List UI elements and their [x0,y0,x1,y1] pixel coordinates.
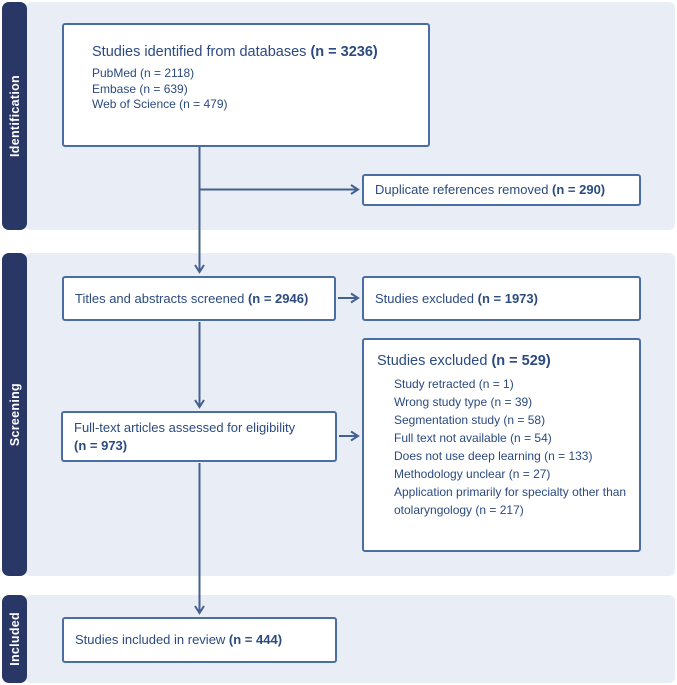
exclusion-reason-item: Wrong study type (n = 39) [394,395,533,409]
fulltext-assessed-label [63,419,303,455]
excluded-screening-label [364,290,546,308]
studies-identified-title-text: Studies identified from databases [92,44,311,60]
fulltext-assessed-box [61,411,337,462]
exclusion-reason-item: Segmentation study (n = 58) [394,413,546,427]
studies-identified-box [62,23,430,147]
exclusion-reason-item: Application primarily for specialty other than otolaryngology (n = 217) [394,485,627,517]
titles-screened-box [62,276,336,321]
excluded-screening-text: Studies excluded [375,290,478,306]
database-source-item: PubMed (n = 2118) [92,66,195,80]
titles-screened-label [64,290,316,308]
studies-identified-count: (n = 3236) [310,44,378,60]
identification-stage-label: Identification [7,75,22,157]
excluded-fulltext-title [377,352,633,371]
exclusion-reason-item: Full text not available (n = 54) [394,431,552,445]
duplicates-removed-text: Duplicate references removed [375,182,553,197]
excluded-fulltext-count: (n = 529) [491,353,551,369]
included-review-box [62,617,337,663]
database-source-item: Web of Science (n = 479) [92,97,228,111]
exclusion-reason-item: Does not use deep learning (n = 133) [394,449,593,463]
included-stage-label: Included [7,612,22,666]
fulltext-assessed-text: Full-text articles assessed for eligibility [74,419,296,435]
studies-identified-title [92,43,420,62]
screening-stage-bar [2,253,27,576]
screening-stage-label: Screening [7,382,22,447]
database-source-item: Embase (n = 639) [92,81,188,96]
duplicates-removed-box [362,174,641,206]
database-source-list [92,66,420,113]
included-review-text: Studies included in review [75,632,229,647]
fulltext-assessed-count: (n = 973) [74,437,128,453]
included-review-label [64,631,290,649]
exclusion-reason-item: Methodology unclear (n = 27) [394,467,551,481]
included-stage-bar [2,595,27,683]
exclusion-reason-item: Study retracted (n = 1) [394,377,514,391]
identification-stage-bar [2,2,27,230]
included-review-count: (n = 444) [228,632,283,647]
duplicates-removed-count: (n = 290) [552,182,606,197]
excluded-screening-box [362,276,641,321]
titles-screened-count: (n = 2946) [247,290,309,306]
exclusion-reason-list [394,375,633,519]
excluded-fulltext-title-text: Studies excluded [377,353,492,369]
titles-screened-text: Titles and abstracts screened [75,290,248,306]
excluded-fulltext-box [362,338,641,552]
duplicates-removed-label [364,181,613,199]
excluded-screening-count: (n = 1973) [477,290,538,306]
